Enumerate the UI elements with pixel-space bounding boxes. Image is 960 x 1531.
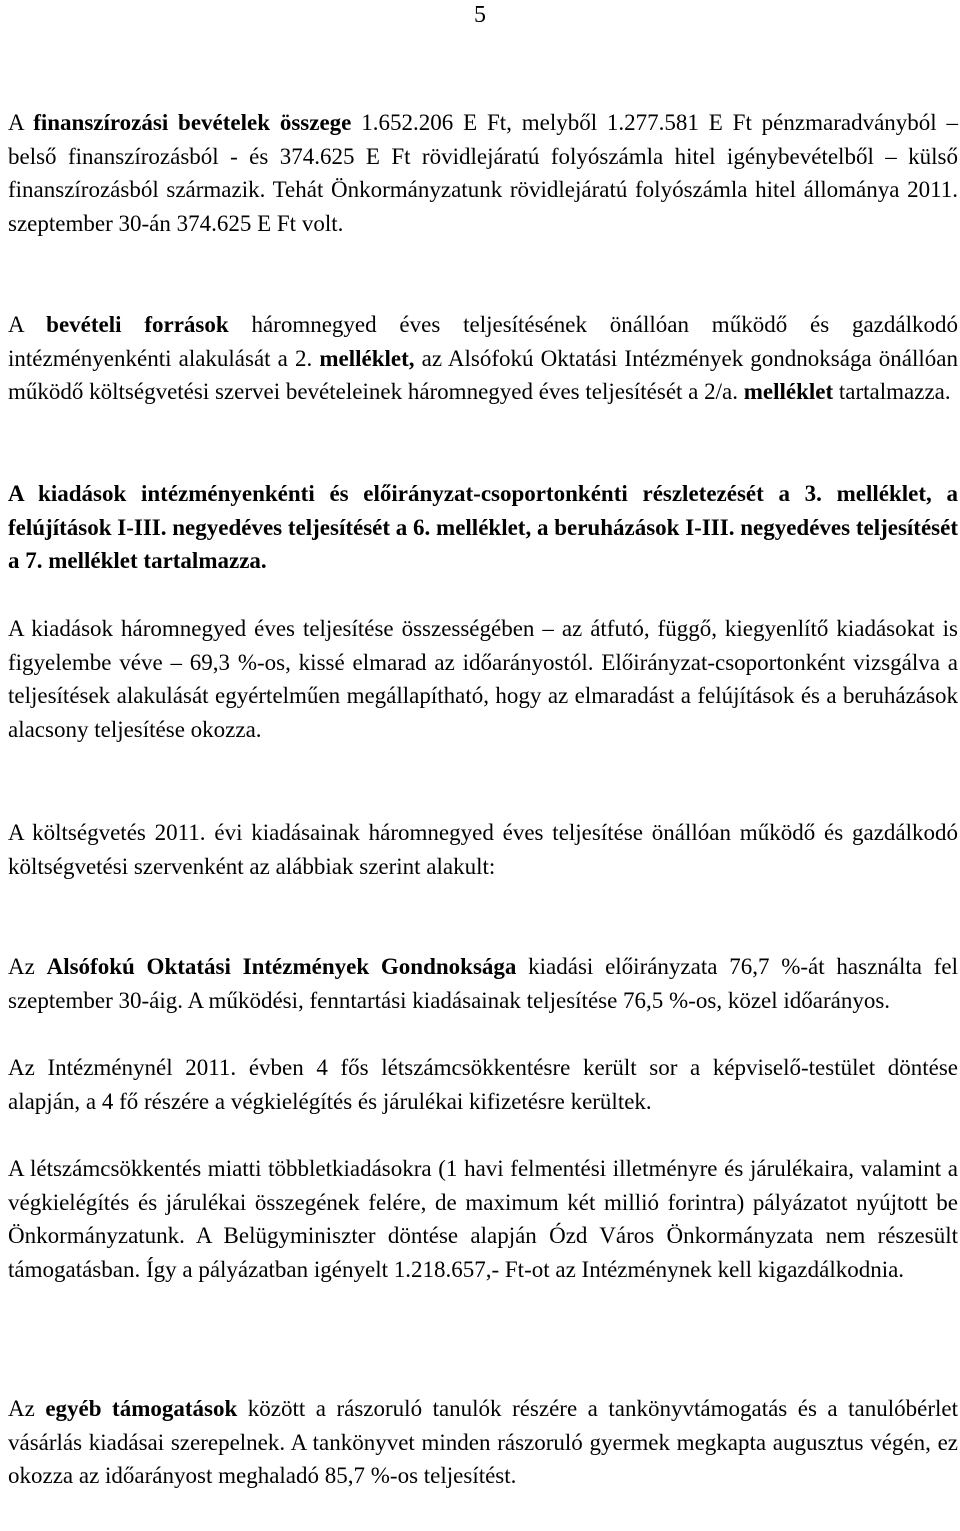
paragraph-application	[8, 1152, 958, 1286]
paragraph-budget-intro	[8, 816, 958, 883]
text-run: háromnegyed éves teljesítésének önállóan működő és gazdálkodó intézményenkénti alakulását a 2.	[8, 312, 958, 371]
paragraph-other-support	[8, 1392, 958, 1493]
bold-text-run: finanszírozási bevételek összege	[33, 110, 352, 135]
bold-text-run: melléklet	[743, 379, 834, 405]
bold-text-run: Alsófokú Oktatási Intézmények Gondnoksága	[46, 954, 517, 979]
text-run: Az Intézménynél 2011. évben 4 fős létszámcsökkentésre került sor a képviselő-testület döntése alapján, a 4 fő részére a végkielégítés és járulékai kifizetésre kerültek.	[8, 1055, 958, 1114]
text-run: A	[8, 110, 34, 135]
text-run: kiadási előirányzata 76,7 %-át használta fel szeptember 30-áig. A működési, fenntartási kiadásainak teljesítése 76,5 %-os, közel időarányos.	[8, 954, 958, 1013]
bold-text-run: egyéb támogatások	[45, 1396, 238, 1421]
paragraph-revenue-sources	[8, 308, 958, 409]
bold-text-run: bevételi források	[46, 312, 229, 337]
paragraph-institution-usage	[8, 950, 958, 1017]
text-run: tartalmazza.	[833, 379, 951, 405]
paragraph-expense-performance	[8, 612, 958, 746]
bold-text-run: A kiadások intézményenkénti és előirányzat-csoportonkénti részletezését a 3. melléklet, a felújítások I-III. negyedéves teljesítését a 6. melléklet, a beruházások I-III. negyedéves teljesítését a 7. melléklet tartalmazza.	[8, 481, 958, 574]
paragraph-expense-breakdown	[8, 477, 958, 578]
text-run: A kiadások háromnegyed éves teljesítése összességében – az átfutó, függő, kiegyenlítő kiadásokat is figyelembe véve – 69,3 %-os, kissé elmarad az időarányostól. Előirányzat-csoportonként vizsgálva a teljesítések alakulását egyértelműen megállapítható, hogy az elmaradást a felújítások és a beruházások alacsony teljesítése okozza.	[8, 616, 958, 742]
bold-text-run: melléklet,	[319, 345, 415, 371]
text-run: Az	[8, 954, 47, 979]
text-run: 1.652.206 E Ft, melyből 1.277.581 E Ft pénzmaradványból – belső finanszírozásból - és 374.625 E Ft rövidlejáratú folyószámla hitel igénybevételből – külső finanszírozásból származik. Tehát Önkormányzatunk rövidlejáratú folyószámla hitel állománya 2011. szeptember 30-án 374.625 E Ft volt.	[8, 110, 958, 236]
text-run: A költségvetés 2011. évi kiadásainak háromnegyed éves teljesítése önállóan működő és gazdálkodó költségvetési szervenként az alábbiak szerint alakult:	[8, 820, 958, 879]
page-number: 5	[474, 2, 486, 28]
text-run: A létszámcsökkentés miatti többletkiadásokra (1 havi felmentési illetményre és járulékaira, valamint a végkielégítés és járulékai összegének felére, de maximum két millió forintra) pályázatot nyújtott be Önkormányzatunk. A Belügyminiszter döntése alapján Ózd Város Önkormányzata nem részesült támogatásban. Így a pályázatban igényelt 1.218.657,- Ft-ot az Intézménynek kell kigazdálkodnia.	[8, 1156, 958, 1282]
paragraph-staff-reduction	[8, 1051, 958, 1118]
text-run: A	[8, 312, 47, 337]
text-run: az Alsófokú Oktatási Intézmények gondnoksága önállóan működő költségvetési szervei bevételeinek háromnegyed éves teljesítését a 2/a.	[8, 345, 958, 405]
text-run: Az	[8, 1396, 46, 1421]
text-run: között a rászoruló tanulók részére a tankönyvtámogatás és a tanulóbérlet vásárlás kiadásai szerepelnek. A tankönyvet minden rászoruló gyermek megkapta augusztus végén, ez okozza az időarányost meghaladó 85,7 %-os teljesítést.	[8, 1396, 958, 1489]
paragraph-financing	[8, 106, 958, 240]
